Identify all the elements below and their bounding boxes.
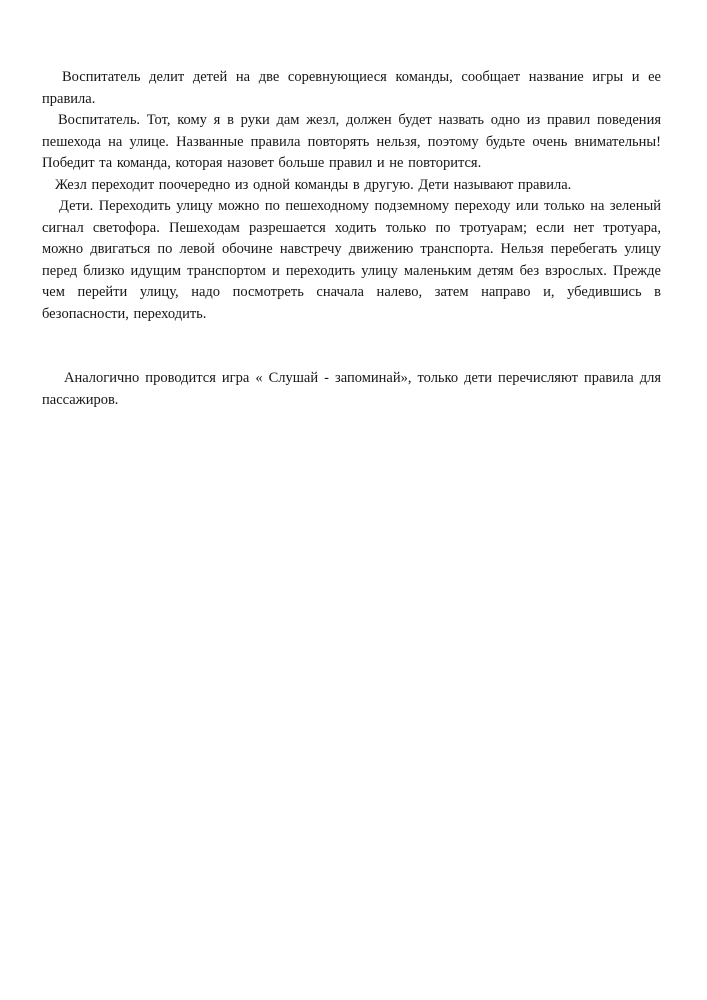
paragraph-baton-passing: Жезл переходит поочередно из одной команды в другую. Дети называют правила. — [55, 176, 572, 193]
paragraph-teacher-divides-teams: Воспитатель делит детей на две соревнующиеся команды, сообщает название игры и ее правила. — [42, 69, 661, 107]
paragraph-similar-game-note: Аналогично проводится игра « Слушай - запоминай», только дети перечисляют правила для пассажиров. — [42, 370, 661, 408]
paragraph-teacher-speech: Воспитатель. Тот, кому я в руки дам жезл, должен будет назвать одно из правил поведения пешехода на улице. Названные правила повторять нельзя, поэтому будьте очень внимательны! Победит та команда, которая назовет больше правил и не повторится. — [42, 112, 661, 171]
paragraph-children-rules: Дети. Переходить улицу можно по пешеходному подземному переходу или только на зеленый сигнал светофора. Пешеходам разрешается ходить только по тротуарам; если нет тротуара, можно двигаться по левой обочине навстречу движению транспорта. Нельзя перебегать улицу перед близко идущим транспортом и переходить улицу маленьким детям без взрослых. Прежде чем перейти улицу, надо посмотреть сначала налево, затем направо и, убедившись в безопасности, переходить. — [42, 198, 661, 322]
